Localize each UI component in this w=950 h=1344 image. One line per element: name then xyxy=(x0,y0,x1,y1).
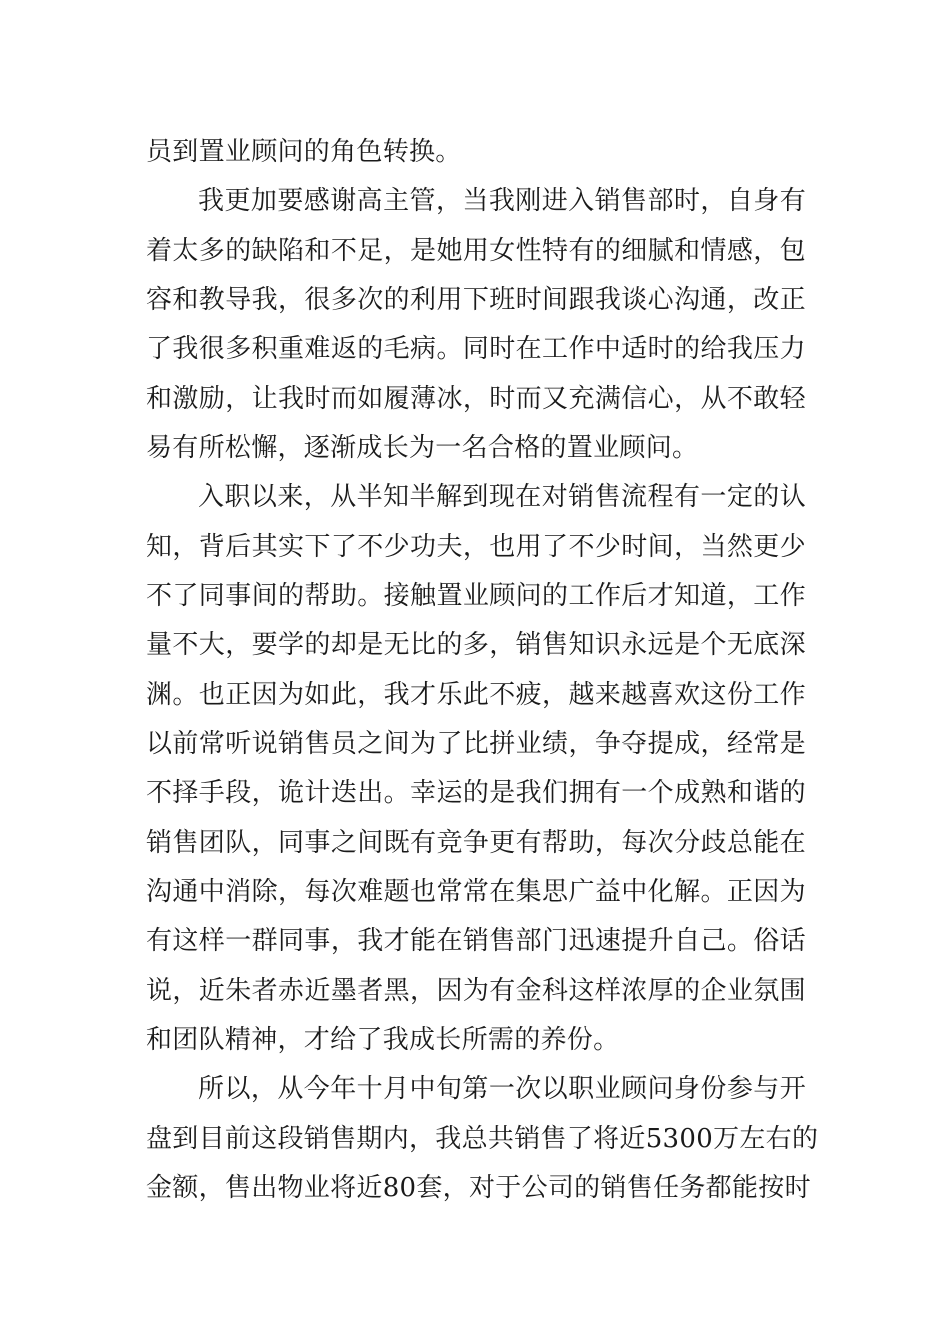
text-line: 我更加要感谢高主管，当我刚进入销售部时，自身有 xyxy=(198,186,806,216)
text-line: 和团队精神，才给了我成长所需的养份。 xyxy=(146,1025,620,1055)
text-line: 量不大，要学的却是无比的多，销售知识永远是个无底深 xyxy=(146,630,806,660)
text-line: 和激励，让我时而如履薄冰，时而又充满信心，从不敢轻 xyxy=(146,384,806,414)
text-line: 所以，从今年十月中旬第一次以职业顾问身份参与开 xyxy=(198,1074,806,1104)
text-line: 有这样一群同事，我才能在销售部门迅速提升自己。俗话 xyxy=(146,926,806,956)
text-line: 以前常听说销售员之间为了比拼业绩，争夺提成，经常是 xyxy=(146,729,806,759)
text-line: 渊。也正因为如此，我才乐此不疲，越来越喜欢这份工作 xyxy=(146,680,806,710)
text-line: 盘到目前这段销售期内，我总共销售了将近5300万左右的 xyxy=(146,1124,819,1154)
text-line: 不了同事间的帮助。接触置业顾问的工作后才知道，工作 xyxy=(146,581,806,611)
text-line: 员到置业顾问的角色转换。 xyxy=(146,137,462,167)
text-line: 入职以来，从半知半解到现在对销售流程有一定的认 xyxy=(198,482,806,512)
text-line: 易有所松懈，逐渐成长为一名合格的置业顾问。 xyxy=(146,433,699,463)
text-line: 了我很多积重难返的毛病。同时在工作中适时的给我压力 xyxy=(146,334,806,364)
text-line: 知，背后其实下了不少功夫，也用了不少时间，当然更少 xyxy=(146,532,806,562)
text-line: 不择手段，诡计迭出。幸运的是我们拥有一个成熟和谐的 xyxy=(146,778,806,808)
text-line: 金额，售出物业将近80套，对于公司的销售任务都能按时 xyxy=(146,1173,811,1203)
text-line: 说，近朱者赤近墨者黑，因为有金科这样浓厚的企业氛围 xyxy=(146,976,806,1006)
text-line: 沟通中消除，每次难题也常常在集思广益中化解。正因为 xyxy=(146,877,806,907)
text-line: 容和教导我，很多次的利用下班时间跟我谈心沟通，改正 xyxy=(146,285,806,315)
text-line: 销售团队，同事之间既有竞争更有帮助，每次分歧总能在 xyxy=(146,828,806,858)
text-line: 着太多的缺陷和不足，是她用女性特有的细腻和情感，包 xyxy=(146,236,806,266)
